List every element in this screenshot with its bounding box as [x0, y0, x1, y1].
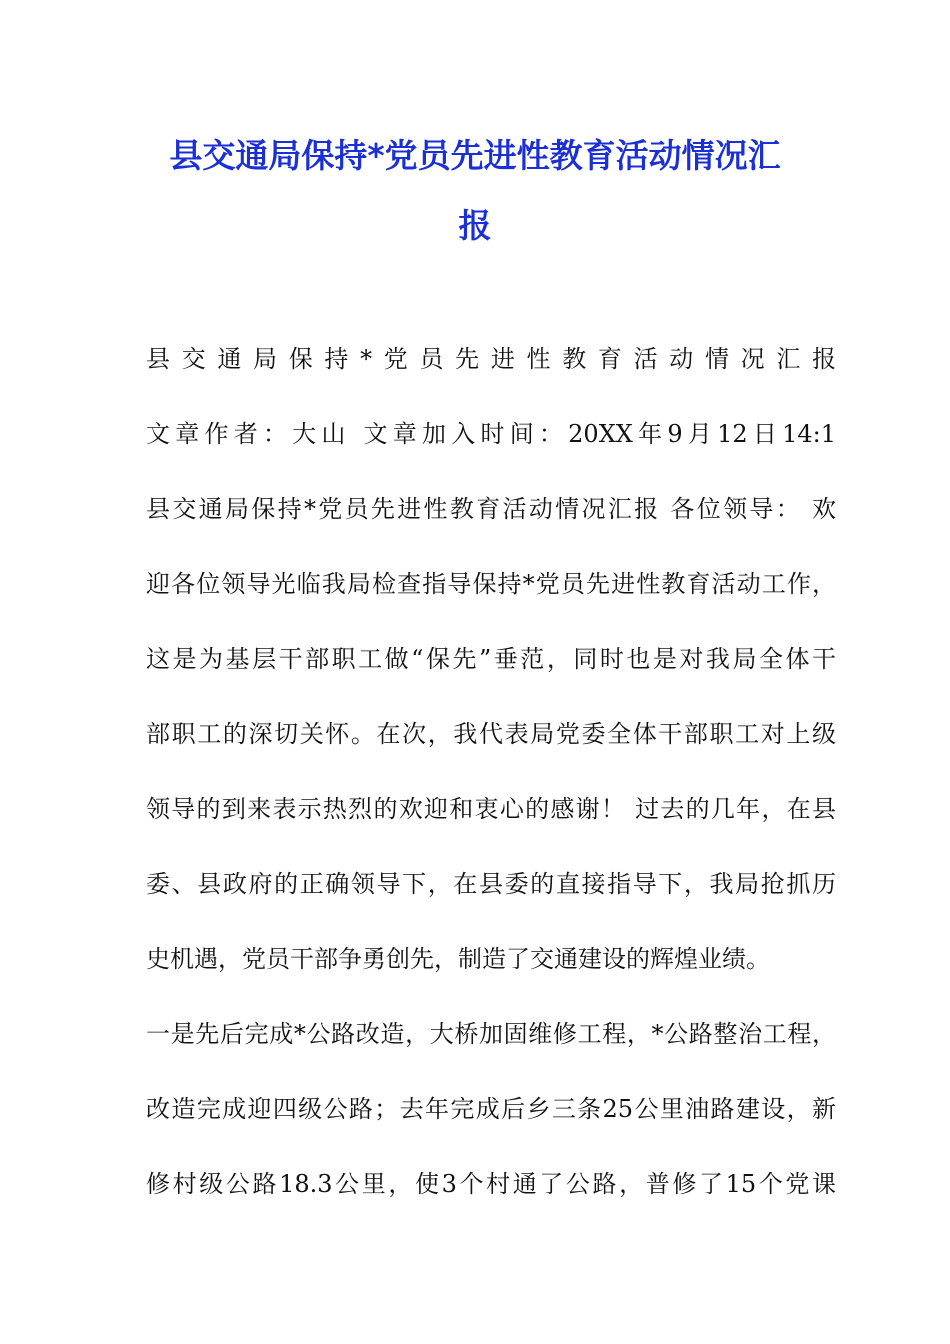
body-line-7: 领导的到来表示热烈的欢迎和衷心的感谢！ 过去的几年，在县 [146, 795, 836, 823]
body-line-2: 文章作者：大山 文章加入时间：20XX年9月12日14:1 [146, 420, 836, 448]
body-line-12: 修村级公路18.3公里，使3个村通了公路，普修了15个党课 [146, 1170, 836, 1198]
body-line-6: 部职工的深切关怀。在次，我代表局党委全体干部职工对上级 [146, 720, 836, 748]
body-line-4: 迎各位领导光临我局检查指导保持*党员先进性教育活动工作， [146, 570, 836, 598]
body-line-10: 一是先后完成*公路改造，大桥加固维修工程，*公路整治工程， [146, 1020, 836, 1048]
body-line-8: 委、县政府的正确领导下，在县委的直接指导下，我局抢抓历 [146, 870, 836, 898]
body-line-1: 县交通局保持*党员先进性教育活动情况汇报 [146, 345, 836, 373]
body-line-11: 改造完成迎四级公路；去年完成后乡三条25公里油路建设，新 [146, 1095, 836, 1123]
body-line-3: 县交通局保持*党员先进性教育活动情况汇报 各位领导： 欢 [146, 495, 836, 523]
body-line-5: 这是为基层干部职工做“保先”垂范，同时也是对我局全体干 [146, 645, 836, 673]
document-title-line-1: 县交通局保持*党员先进性教育活动情况汇 [169, 136, 781, 175]
document-title-line-2: 报 [458, 206, 492, 245]
body-line-9: 史机遇，党员干部争勇创先，制造了交通建设的辉煌业绩。 [146, 945, 770, 973]
